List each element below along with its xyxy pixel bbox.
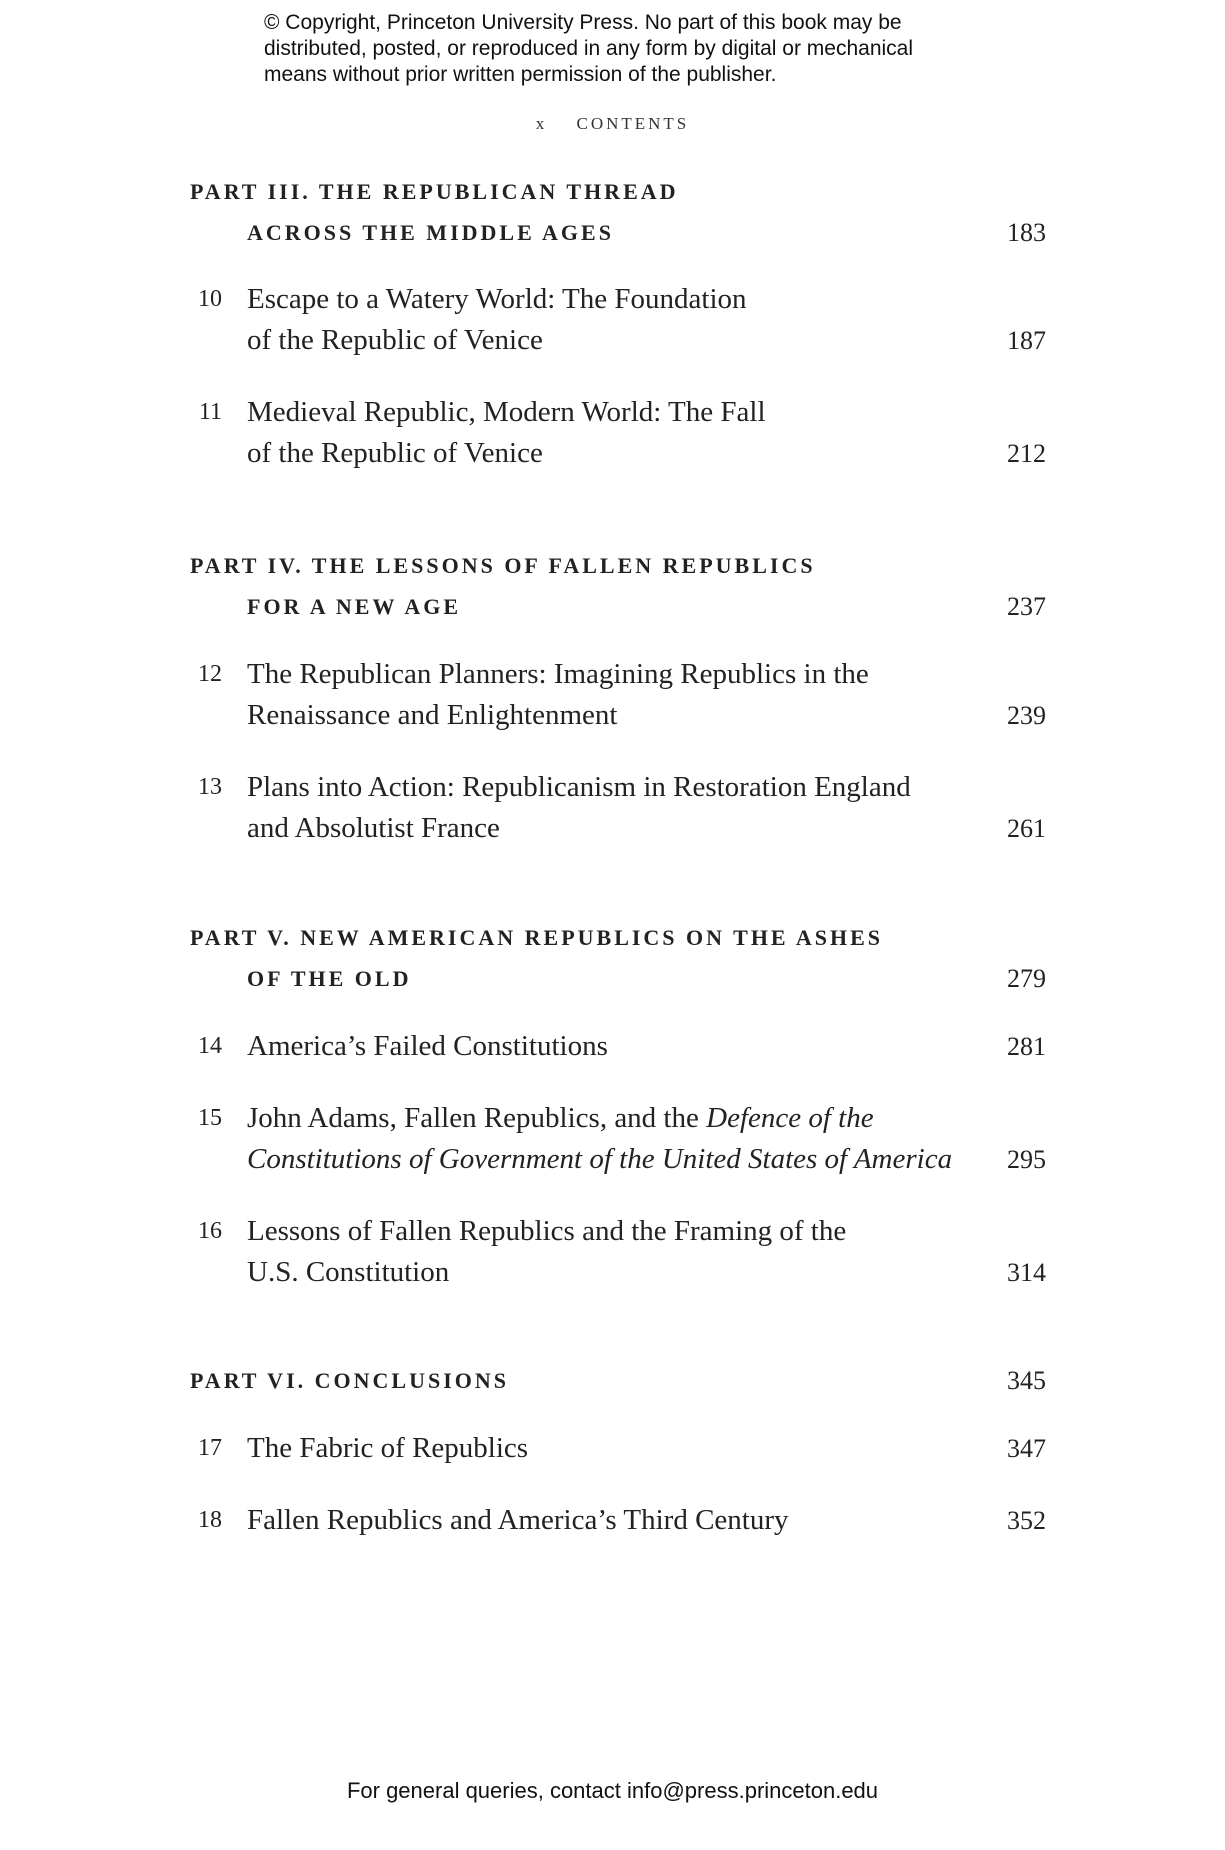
- part-title-line: ACROSS THE MIDDLE AGES: [247, 220, 614, 245]
- running-head: [0, 114, 1225, 134]
- part-title-line: PART III. THE REPUBLICAN THREAD: [190, 179, 679, 204]
- page-number: 239: [1007, 701, 1046, 730]
- page-number: 314: [1007, 1258, 1046, 1287]
- chapter-title-line: Renaissance and Enlightenment: [247, 699, 618, 731]
- part-heading: [190, 171, 1046, 253]
- copyright-line: distributed, posted, or reproduced in any form by digital or mechanical: [264, 37, 914, 60]
- chapter-title-line: Plans into Action: Republicanism in Restoration England: [247, 771, 911, 803]
- footer-text: For general queries, contact info@press.princeton.edu: [346, 1778, 879, 1803]
- chapter-title: [247, 1428, 967, 1469]
- page-number: 183: [1007, 218, 1046, 247]
- chapter-title-line: [247, 1139, 967, 1180]
- running-head-label: CONTENTS: [576, 114, 690, 133]
- page-number: 281: [1007, 1032, 1046, 1061]
- part-heading: [190, 917, 1046, 999]
- part-title-line: FOR A NEW AGE: [247, 594, 462, 619]
- part-title-line: OF THE OLD: [247, 966, 412, 991]
- page-number: 187: [1007, 326, 1046, 355]
- chapter-title-line: America’s Failed Constitutions: [247, 1030, 608, 1062]
- copyright-line: means without prior written permission of the publisher.: [264, 63, 777, 86]
- page-number: 279: [1007, 964, 1046, 993]
- chapter-title: [247, 1098, 967, 1180]
- copyright-notice: [264, 10, 984, 88]
- chapter-title-line: of the Republic of Venice: [247, 324, 543, 356]
- chapter-number: 10: [198, 286, 222, 312]
- chapter-title-line: Medieval Republic, Modern World: The Fall: [247, 396, 766, 428]
- copyright-line: © Copyright, Princeton University Press. No part of this book may be: [264, 11, 902, 34]
- chapter-title-line: The Republican Planners: Imagining Republics in the: [247, 658, 869, 690]
- chapter-number: 14: [198, 1033, 222, 1059]
- chapter-number: 13: [198, 774, 222, 800]
- chapter-title: [247, 1211, 967, 1293]
- chapter-title: [247, 654, 967, 736]
- page-number: 345: [1007, 1366, 1046, 1395]
- chapter-title-line: Escape to a Watery World: The Foundation: [247, 283, 747, 315]
- chapter-title-line: U.S. Constitution: [247, 1256, 450, 1288]
- chapter-number: 12: [198, 661, 222, 687]
- part-title-line: PART VI. CONCLUSIONS: [190, 1368, 510, 1393]
- chapter-title-line: Fallen Republics and America’s Third Century: [247, 1504, 789, 1536]
- chapter-number: 16: [198, 1218, 222, 1244]
- chapter-number: 17: [198, 1435, 222, 1461]
- page-number: 261: [1007, 814, 1046, 843]
- chapter-title-line: [247, 1098, 967, 1139]
- chapter-title-line: and Absolutist France: [247, 812, 500, 844]
- chapter-title: [247, 767, 967, 849]
- page-number: 347: [1007, 1434, 1046, 1463]
- page-number: 237: [1007, 592, 1046, 621]
- chapter-title: [247, 392, 967, 474]
- chapter-title-line: of the Republic of Venice: [247, 437, 543, 469]
- chapter-title: [247, 1026, 967, 1067]
- chapter-title-line: Lessons of Fallen Republics and the Framing of the: [247, 1215, 847, 1247]
- page-number: 352: [1007, 1506, 1046, 1535]
- chapter-title: [247, 279, 967, 361]
- part-title-line: PART IV. THE LESSONS OF FALLEN REPUBLICS: [190, 553, 816, 578]
- contact-footer: [0, 1778, 1225, 1804]
- chapter-title-text: John Adams, Fallen Republics, and the: [247, 1102, 707, 1134]
- page-number: 212: [1007, 439, 1046, 468]
- chapter-number: 15: [198, 1105, 222, 1131]
- chapter-number: 11: [198, 399, 222, 425]
- part-heading: [190, 545, 1046, 627]
- book-title-text: Defence of the: [706, 1102, 874, 1134]
- chapter-title: [247, 1500, 967, 1541]
- chapter-title-line: The Fabric of Republics: [247, 1432, 529, 1464]
- chapter-number: 18: [198, 1507, 222, 1533]
- page-folio: x: [535, 114, 548, 133]
- page-number: 295: [1007, 1145, 1046, 1174]
- part-heading: [190, 1360, 1046, 1401]
- part-title-line: PART V. NEW AMERICAN REPUBLICS ON THE ASHES: [190, 925, 884, 950]
- book-title-text: Constitutions of Government of the United States of America: [247, 1143, 953, 1175]
